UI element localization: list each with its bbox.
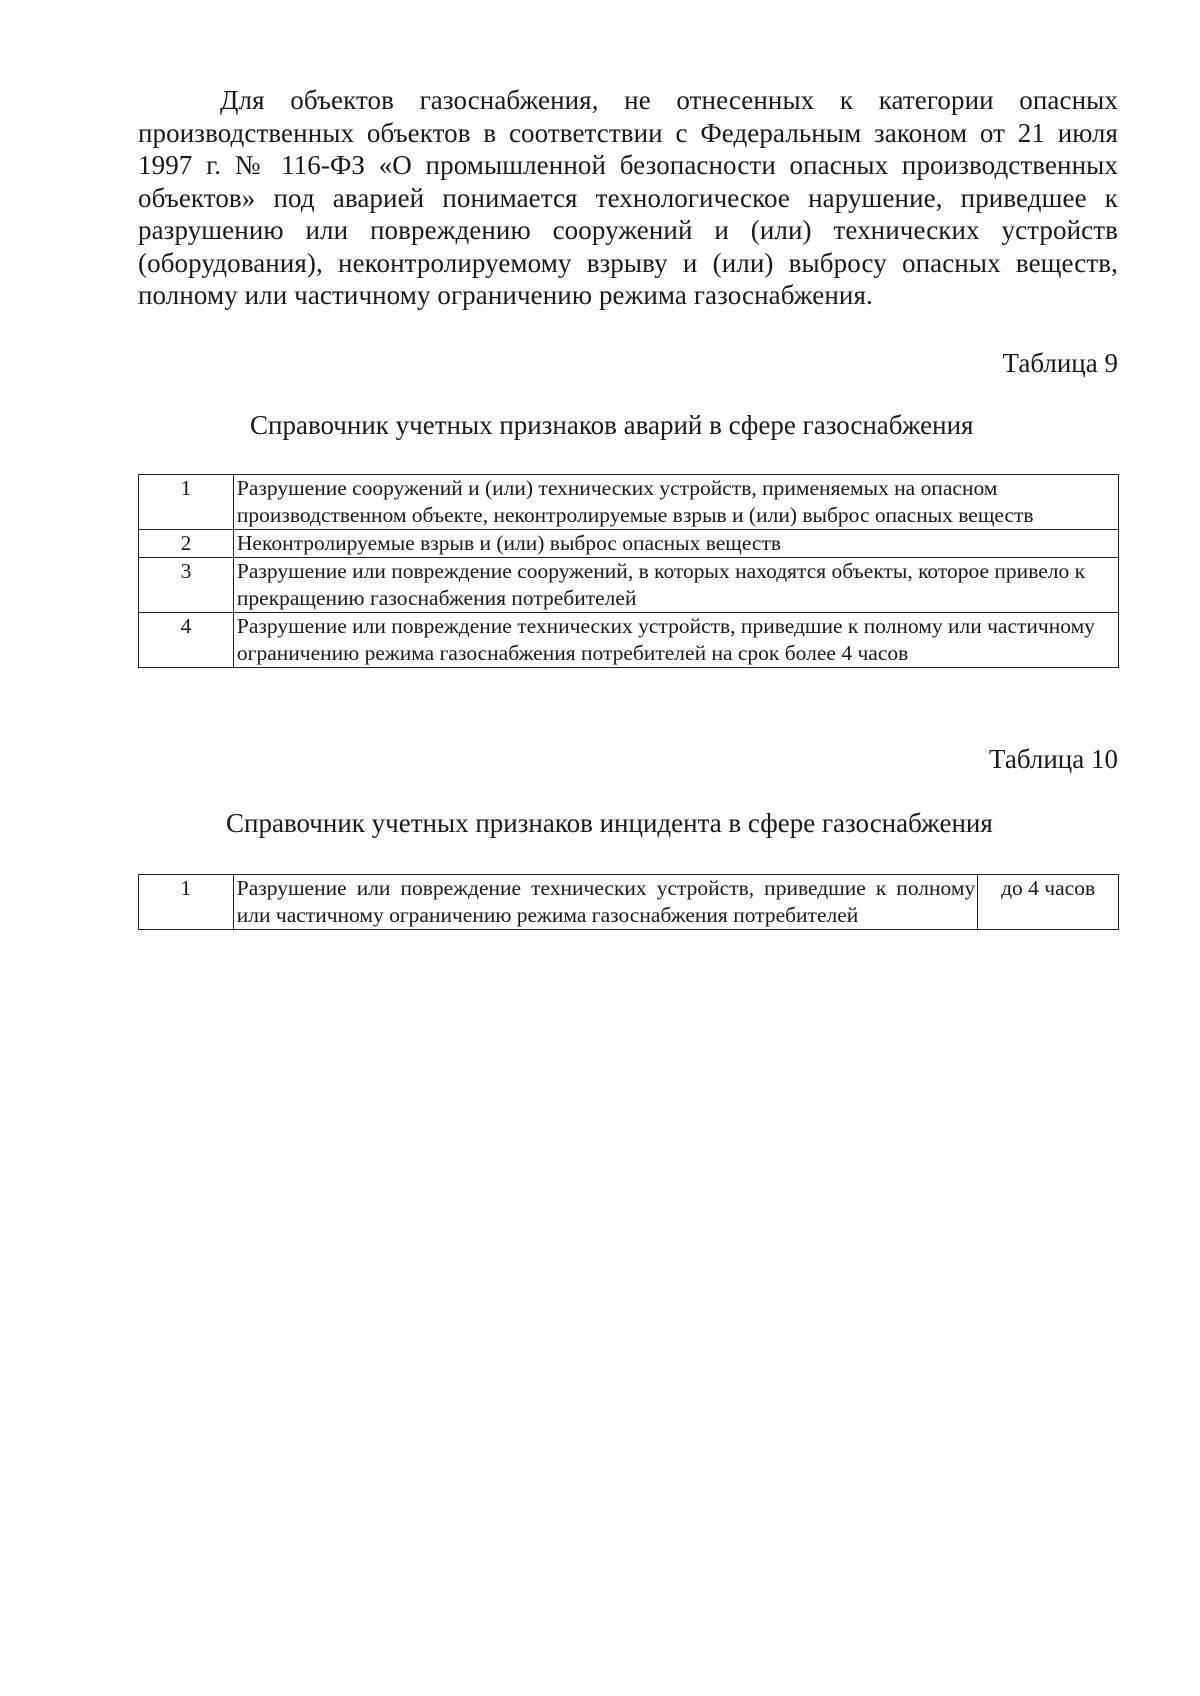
row-duration: до 4 часов bbox=[978, 875, 1119, 930]
table-10-label: Таблица 10 bbox=[989, 744, 1118, 774]
row-text: Разрушение сооружений и (или) технических устройств, применяемых на опасном производственном объекте, неконтролируемые взрыв и (или) выброс опасных веществ bbox=[233, 475, 1118, 530]
table-row bbox=[139, 530, 1119, 558]
table-row bbox=[139, 475, 1119, 530]
row-text: Разрушение или повреждение технических устройств, приведшие к полному или частичному ограничению режима газоснабжения потребителей bbox=[233, 875, 977, 930]
row-number: 2 bbox=[139, 530, 234, 558]
table-9-label: Таблица 9 bbox=[1002, 348, 1118, 378]
row-number: 1 bbox=[139, 875, 234, 930]
row-number: 3 bbox=[139, 558, 234, 613]
table-row bbox=[139, 558, 1119, 613]
intro-paragraph: Для объектов газоснабжения, не отнесенных к категории опасных производственных объектов в соответствии с Федеральным законом от 21 июля 1997 г. № 116-ФЗ «О промышленной безопасности опасных производственных объектов» под аварией понимается технологическое нарушение, приведшее к разрушению или повреждению сооружений и (или) технических устройств (оборудования), неконтролируемому взрыву и (или) выбросу опасных веществ, полному или частичному ограничению режима газоснабжения. bbox=[138, 85, 1118, 310]
row-number: 4 bbox=[139, 613, 234, 668]
table-10-title: Справочник учетных признаков инцидента в сфере газоснабжения bbox=[226, 808, 993, 838]
table-row bbox=[139, 613, 1119, 668]
row-number: 1 bbox=[139, 475, 234, 530]
row-text: Разрушение или повреждение технических устройств, приведшие к полному или частичному ограничению режима газоснабжения потребителей на срок более 4 часов bbox=[233, 613, 1118, 668]
table-row bbox=[139, 875, 1119, 930]
row-text: Разрушение или повреждение сооружений, в которых находятся объекты, которое привело к прекращению газоснабжения потребителей bbox=[233, 558, 1118, 613]
table-10 bbox=[138, 874, 1119, 930]
row-text: Неконтролируемые взрыв и (или) выброс опасных веществ bbox=[233, 530, 1118, 558]
table-9 bbox=[138, 474, 1119, 668]
table-9-title: Справочник учетных признаков аварий в сфере газоснабжения bbox=[250, 410, 974, 440]
